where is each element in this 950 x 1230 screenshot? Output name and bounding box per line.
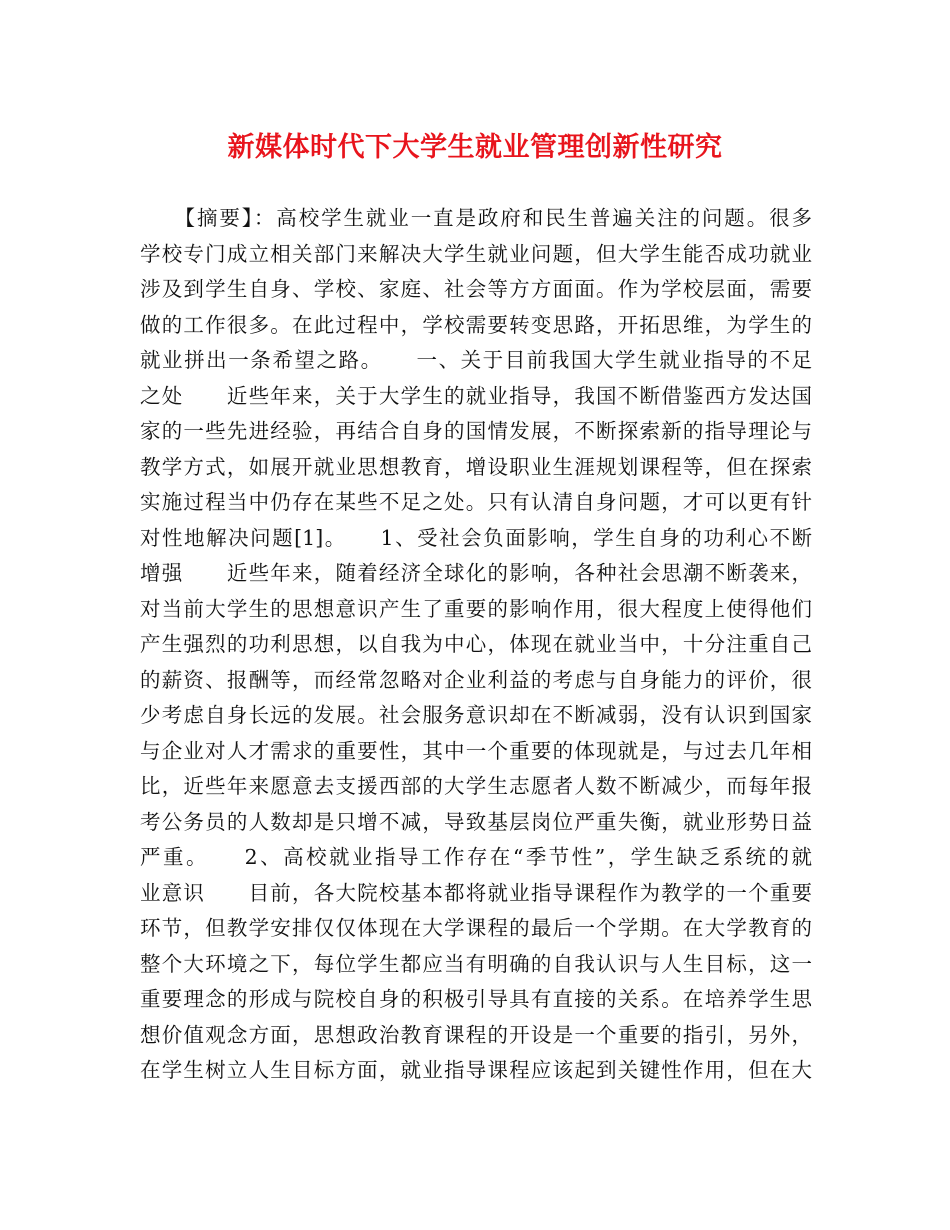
body-line: 产生强烈的功利思想，以自我为中心，体现在就业当中，十分注重自己	[140, 632, 812, 656]
body-line: 增强 近些年来，随着经济全球化的影响，各种社会思潮不断袭来，	[140, 561, 812, 585]
body-line: 对当前大学生的思想意识产生了重要的影响作用，很大程度上使得他们	[140, 596, 812, 621]
body-line: 比，近些年来愿意去支援西部的大学生志愿者人数不断减少，而每年报	[140, 774, 812, 798]
body-line: 少考虑自身长远的发展。社会服务意识却在不断减弱，没有认识到国家	[140, 703, 812, 727]
body-line: 想价值观念方面，思想政治教育课程的开设是一个重要的指引，另外，	[140, 1022, 812, 1047]
body-line: 【摘要】：高校学生就业一直是政府和民生普遍关注的问题。很多	[140, 206, 812, 230]
body-line: 做的工作很多。在此过程中，学校需要转变思路，开拓思维，为学生的	[140, 312, 812, 337]
body-line: 整个大环境之下，每位学生都应当有明确的自我认识与人生目标，这一	[140, 951, 812, 976]
body-line: 之处 近些年来，关于大学生的就业指导，我国不断借鉴西方发达国	[140, 383, 812, 408]
body-line: 严重。 2、高校就业指导工作存在“季节性”，学生缺乏系统的就	[140, 845, 812, 869]
body-line: 环节，但教学安排仅仅体现在大学课程的最后一个学期。在大学教育的	[140, 916, 812, 940]
body-line: 业意识 目前，各大院校基本都将就业指导课程作为教学的一个重要	[140, 880, 812, 905]
body-line: 在学生树立人生目标方面，就业指导课程应该起到关键性作用，但在大	[140, 1058, 812, 1082]
body-line: 与企业对人才需求的重要性，其中一个重要的体现就是，与过去几年相	[140, 738, 812, 763]
body-line: 教学方式，如展开就业思想教育，增设职业生涯规划课程等，但在探索	[140, 454, 812, 479]
body-line: 对性地解决问题[1]。 1、受社会负面影响，学生自身的功利心不断	[140, 525, 812, 550]
document-body	[140, 201, 812, 1089]
document-title: 新媒体时代下大学生就业管理创新性研究	[227, 132, 723, 163]
body-line: 就业拼出一条希望之路。 一、关于目前我国大学生就业指导的不足	[140, 348, 812, 372]
body-line: 的薪资、报酬等，而经常忽略对企业利益的考虑与自身能力的评价，很	[140, 667, 812, 692]
body-line: 涉及到学生自身、学校、家庭、社会等方方面面。作为学校层面，需要	[140, 277, 812, 301]
body-line: 家的一些先进经验，再结合自身的国情发展，不断探索新的指导理论与	[140, 419, 812, 443]
body-line: 考公务员的人数却是只增不减，导致基层岗位严重失衡，就业形势日益	[140, 809, 812, 834]
body-line: 重要理念的形成与院校自身的积极引导具有直接的关系。在培养学生思	[140, 987, 812, 1011]
body-line: 学校专门成立相关部门来解决大学生就业问题，但大学生能否成功就业	[140, 241, 812, 266]
body-line: 实施过程当中仍存在某些不足之处。只有认清自身问题，才可以更有针	[140, 490, 812, 514]
